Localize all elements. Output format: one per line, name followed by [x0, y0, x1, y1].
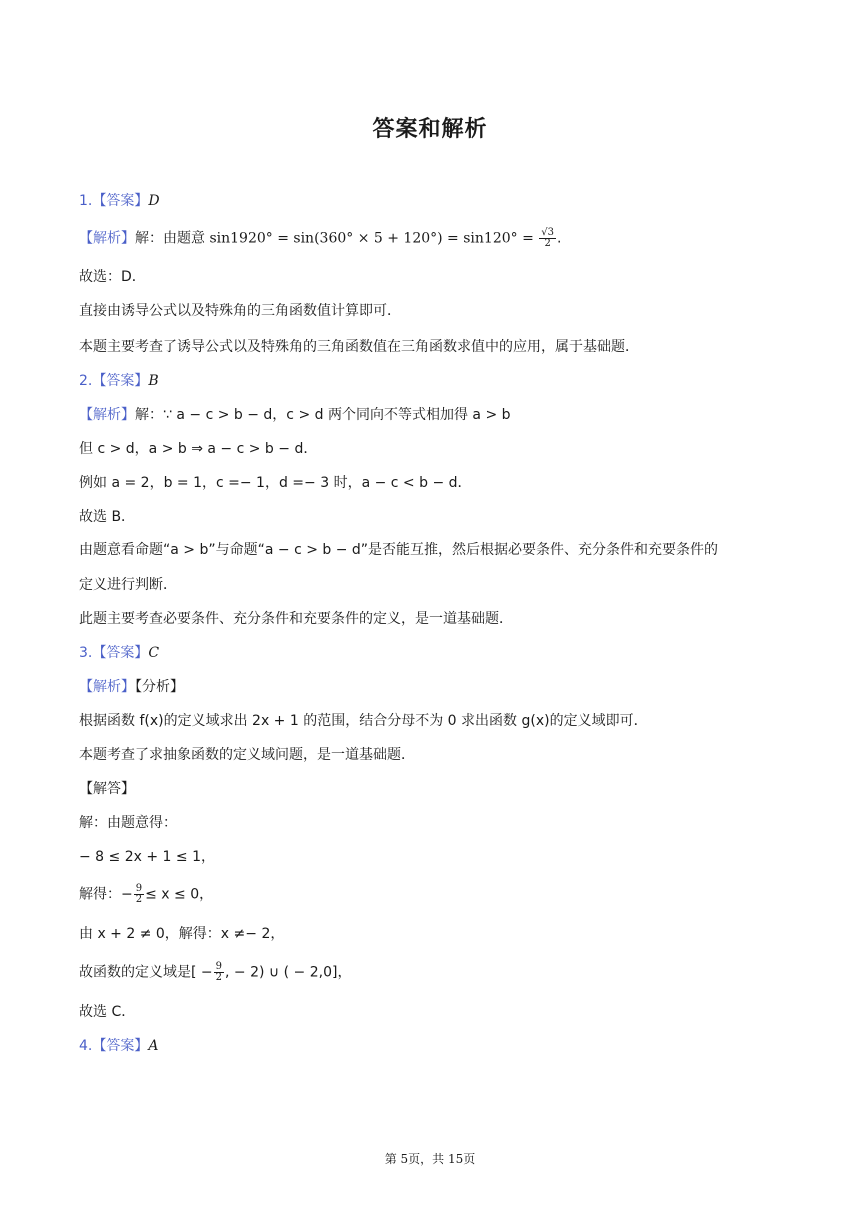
explanation-line: 故选：D．	[79, 269, 146, 285]
analysis-tag: 【分析】	[135, 679, 184, 695]
explanation-line: 此题主要考查必要条件、充分条件和充要条件的定义，是一道基础题．	[79, 611, 513, 627]
page-footer: 第 5页，共 15页	[384, 1152, 476, 1166]
question-number: 3.	[79, 645, 93, 661]
explanation-line: 故选 B．	[79, 509, 136, 525]
explanation-line: 定义进行判断．	[79, 577, 177, 593]
text-segment: 解得：−	[79, 886, 133, 903]
answer-value: A	[148, 1038, 159, 1054]
explain-tag: 【解析】	[79, 230, 135, 247]
explain-tag: 【解析】	[79, 407, 135, 423]
explanation-line: 本题主要考查了诱导公式以及特殊角的三角函数值在三角函数求值中的应用，属于基础题．	[79, 339, 639, 355]
solution-tag: 【解答】	[79, 781, 135, 797]
text-segment: 解：由题意	[135, 230, 210, 247]
answer-tag: 【答案】	[92, 373, 149, 389]
explanation-line: 由题意看命题“a > b”与命题“a − c > b − d”是否能互推，然后根据必要条件、充分条件和充要条件的	[79, 542, 719, 558]
fraction-numerator: 9	[135, 883, 143, 894]
answer-value: B	[148, 373, 159, 389]
answer-tag: 【答案】	[92, 645, 149, 661]
question-number: 2.	[79, 373, 93, 389]
answer-heading-4	[79, 1037, 158, 1055]
explanation-line: 解：由题意得：	[79, 815, 177, 831]
explanation-line: 由 x + 2 ≠ 0，解得：x ≠− 2，	[79, 926, 285, 942]
text-segment: 解：∵ a − c > b − d，c > d 两个同向不等式相加得 a > b	[135, 407, 511, 423]
fraction-numerator: √3	[541, 227, 555, 238]
answer-heading-1	[79, 192, 160, 210]
fraction-denominator: 2	[135, 894, 143, 905]
text-segment: .	[557, 230, 562, 247]
answer-value: C	[148, 645, 160, 661]
text-segment: ≤ x ≤ 0，	[145, 886, 214, 903]
page-title: 答案和解析	[372, 117, 488, 142]
math-expression: sin1920° = sin(360° × 5 + 120°) = sin120° =	[209, 230, 539, 247]
fraction-numerator: 9	[215, 961, 223, 972]
explain-tag: 【解析】	[79, 679, 135, 695]
explanation-line	[79, 406, 511, 424]
fraction-denominator: 2	[544, 238, 551, 249]
fraction-denominator: 2	[215, 972, 223, 983]
answer-heading-2	[79, 372, 159, 390]
fraction	[214, 962, 224, 983]
fraction	[539, 228, 556, 249]
explanation-line	[79, 962, 351, 983]
question-number: 1.	[79, 193, 93, 209]
explanation-line: 故选 C．	[79, 1004, 136, 1020]
answer-tag: 【答案】	[92, 1038, 149, 1054]
explanation-line	[79, 884, 213, 905]
explanation-line: 根据函数 f(x)的定义域求出 2x + 1 的范围，结合分母不为 0 求出函数 g(x)的定义域即可．	[79, 713, 648, 729]
explanation-line: 例如 a = 2，b = 1，c =− 1，d =− 3 时，a − c < b − d．	[79, 475, 472, 491]
explanation-line: 但 c > d，a > b ⇒ a − c > b − d．	[79, 441, 318, 457]
explanation-line: − 8 ≤ 2x + 1 ≤ 1，	[79, 849, 215, 865]
text-segment: , − 2) ∪ ( − 2,0]，	[225, 964, 352, 981]
explanation-line	[79, 678, 184, 696]
text-segment: 故函数的定义域是[ −	[79, 964, 213, 981]
explanation-line: 本题考查了求抽象函数的定义域问题，是一道基础题．	[79, 747, 415, 763]
fraction	[134, 884, 144, 905]
explanation-line: 直接由诱导公式以及特殊角的三角函数值计算即可．	[79, 303, 401, 319]
answer-value: D	[148, 193, 160, 209]
answer-heading-3	[79, 644, 159, 662]
explanation-line	[79, 228, 561, 249]
question-number: 4.	[79, 1038, 93, 1054]
answer-tag: 【答案】	[92, 193, 149, 209]
